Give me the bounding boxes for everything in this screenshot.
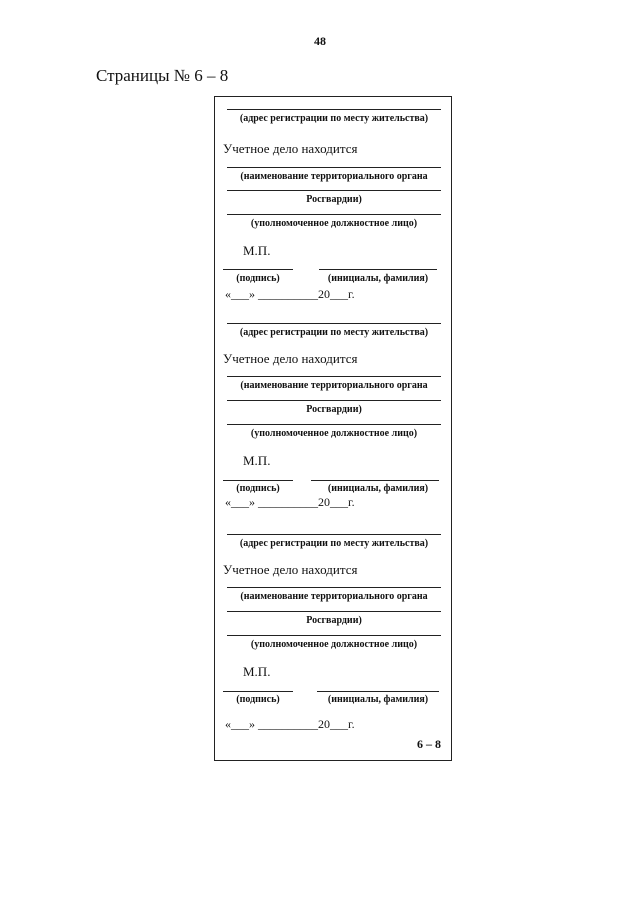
org-caption-2: Росгвардии): [306, 615, 362, 626]
official-caption: (уполномоченное должностное лицо): [250, 218, 418, 229]
official-line: [227, 635, 441, 636]
address-line: [227, 534, 441, 535]
address-caption: (адрес регистрации по месту жительства): [239, 327, 429, 338]
seal-label: М.П.: [243, 453, 271, 468]
form-frame: [214, 96, 452, 761]
address-caption: (адрес регистрации по месту жительства): [239, 538, 429, 549]
signature-caption: (подпись): [236, 483, 280, 494]
page-number: 48: [314, 34, 326, 48]
signature-caption: (подпись): [236, 694, 280, 705]
org-line-1: [227, 587, 441, 588]
form-block: [215, 323, 451, 528]
signature-line: [223, 691, 293, 692]
record-location-label: Учетное дело находится: [223, 351, 358, 366]
record-location-label: Учетное дело находится: [223, 141, 358, 156]
date-line: «___» __________20___г.: [225, 717, 355, 731]
official-line: [227, 214, 441, 215]
seal-label: М.П.: [243, 243, 271, 258]
name-line: [311, 480, 439, 481]
date-line: «___» __________20___г.: [225, 495, 355, 509]
signature-line: [223, 269, 293, 270]
address-line: [227, 323, 441, 324]
name-caption: (инициалы, фамилия): [327, 483, 429, 494]
official-caption: (уполномоченное должностное лицо): [250, 428, 418, 439]
org-line-1: [227, 167, 441, 168]
org-caption-1: (наименование территориального органа: [240, 380, 428, 391]
signature-line: [223, 480, 293, 481]
name-caption: (инициалы, фамилия): [327, 694, 429, 705]
org-line-2: [227, 400, 441, 401]
footer-page-range: 6 – 8: [417, 737, 441, 751]
page-heading: Страницы № 6 – 8: [96, 66, 229, 85]
org-line-1: [227, 376, 441, 377]
form-block: [215, 109, 451, 314]
org-line-2: [227, 190, 441, 191]
org-caption-1: (наименование территориального органа: [240, 171, 428, 182]
signature-caption: (подпись): [236, 273, 280, 284]
name-line: [317, 691, 439, 692]
org-line-2: [227, 611, 441, 612]
form-block: [215, 534, 451, 739]
address-line: [227, 109, 441, 110]
org-caption-1: (наименование территориального органа: [240, 591, 428, 602]
org-caption-2: Росгвардии): [306, 194, 362, 205]
address-caption: (адрес регистрации по месту жительства): [239, 113, 429, 124]
official-line: [227, 424, 441, 425]
official-caption: (уполномоченное должностное лицо): [250, 639, 418, 650]
name-line: [319, 269, 437, 270]
name-caption: (инициалы, фамилия): [327, 273, 429, 284]
org-caption-2: Росгвардии): [306, 404, 362, 415]
date-line: «___» __________20___г.: [225, 287, 355, 301]
seal-label: М.П.: [243, 664, 271, 679]
record-location-label: Учетное дело находится: [223, 562, 358, 577]
